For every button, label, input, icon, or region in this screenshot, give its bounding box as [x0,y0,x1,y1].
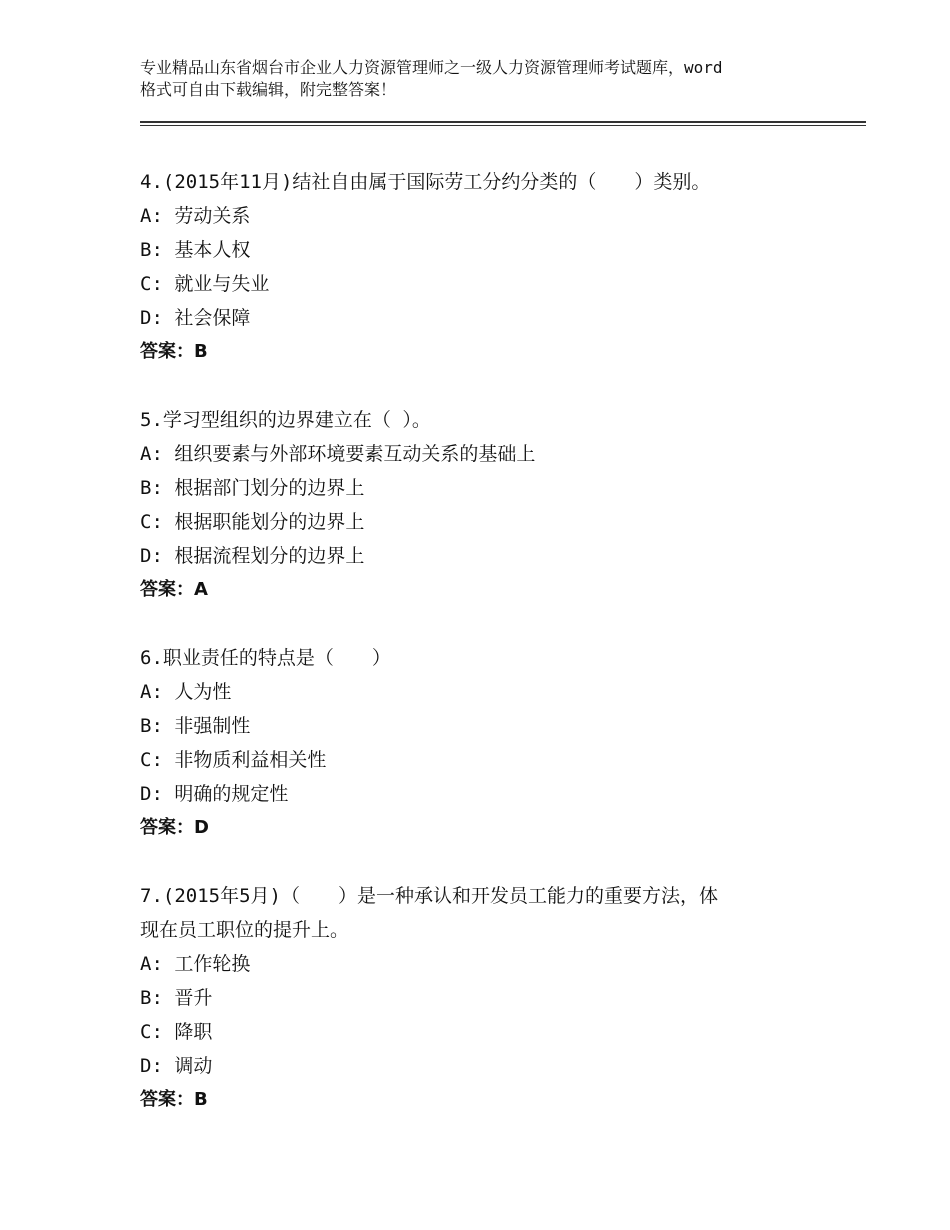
question-text-line-1: 7.(2015年5月)（ ）是一种承认和开发员工能力的重要方法，体 [140,885,718,907]
option-c: C: 降职 [140,1021,213,1043]
option-a: A: 工作轮换 [140,953,251,975]
answer: 答案：A [140,579,208,600]
answer: 答案：B [140,341,208,362]
document-header [140,57,830,101]
question-text: 4.(2015年11月)结社自由属于国际劳工分约分类的（ ）类别。 [140,171,711,193]
question-text: 6.职业责任的特点是（ ） [140,647,391,669]
option-d: D: 调动 [140,1055,213,1077]
header-rule-thin [140,125,866,126]
option-d: D: 社会保障 [140,307,251,329]
answer: 答案：D [140,817,209,838]
option-b: B: 基本人权 [140,239,251,261]
question-4 [140,165,840,369]
option-c: C: 非物质利益相关性 [140,749,327,771]
option-d: D: 明确的规定性 [140,783,289,805]
option-b: B: 晋升 [140,987,213,1009]
option-c: C: 就业与失业 [140,273,270,295]
option-d: D: 根据流程划分的边界上 [140,545,365,567]
question-7 [140,879,840,1117]
option-a: A: 组织要素与外部环境要素互动关系的基础上 [140,443,536,465]
header-line-1: 专业精品山东省烟台市企业人力资源管理师之一级人力资源管理师考试题库，word [140,58,723,77]
question-text: 5.学习型组织的边界建立在（ ）。 [140,409,431,431]
question-5 [140,403,840,607]
option-b: B: 根据部门划分的边界上 [140,477,365,499]
question-6 [140,641,840,845]
answer: 答案：B [140,1089,208,1110]
header-rule-thick [140,121,866,123]
option-b: B: 非强制性 [140,715,251,737]
option-a: A: 劳动关系 [140,205,251,227]
option-a: A: 人为性 [140,681,232,703]
header-line-2: 格式可自由下载编辑，附完整答案！ [140,80,397,99]
question-list [140,165,840,1151]
question-text-line-2: 现在员工职位的提升上。 [140,919,350,941]
option-c: C: 根据职能划分的边界上 [140,511,365,533]
